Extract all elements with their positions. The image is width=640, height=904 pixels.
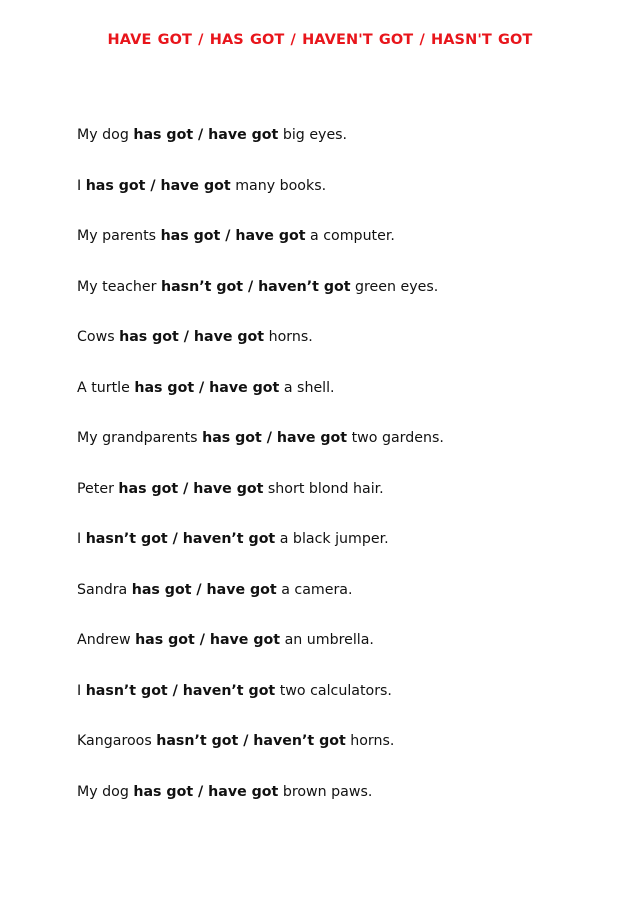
sentence-before: A turtle — [77, 379, 135, 396]
sentence-before: I — [77, 531, 86, 547]
answer-choice: has got / have got — [160, 228, 306, 244]
sentence-after: many books. — [230, 177, 327, 194]
sentence-list — [77, 124, 444, 831]
sentence-item — [77, 781, 444, 832]
sentence-after: horns. — [264, 329, 313, 345]
sentence-item — [77, 680, 444, 731]
answer-choice: hasn’t got / haven’t got — [85, 682, 276, 699]
sentence-after: two calculators. — [275, 682, 392, 699]
sentence-after: two gardens. — [347, 430, 444, 446]
answer-choice: has got / have got — [133, 783, 279, 800]
sentence-before: Sandra — [77, 581, 132, 598]
sentence-item — [77, 730, 444, 781]
answer-choice: has got / have got — [135, 632, 281, 648]
sentence-before: My dog — [77, 127, 134, 143]
answer-choice: has got / have got — [134, 379, 280, 396]
answer-choice: hasn’t got / haven’t got — [85, 531, 276, 547]
sentence-before: My grandparents — [77, 430, 203, 446]
sentence-after: big eyes. — [278, 127, 348, 143]
sentence-before: My dog — [77, 783, 134, 800]
sentence-item — [77, 276, 444, 327]
sentence-before: Andrew — [77, 632, 136, 648]
sentence-before: Peter — [77, 480, 119, 497]
sentence-item — [77, 579, 444, 630]
sentence-before: I — [77, 177, 86, 194]
answer-choice: hasn’t got / haven’t got — [161, 278, 351, 295]
sentence-after: a camera. — [276, 581, 353, 598]
worksheet-title: HAVE GOT / HAS GOT / HAVEN'T GOT / HASN'T GOT — [107, 32, 533, 48]
sentence-item — [77, 124, 444, 175]
sentence-item — [77, 427, 444, 478]
sentence-before: My teacher — [77, 278, 161, 295]
sentence-item — [77, 326, 444, 377]
sentence-after: a computer. — [305, 228, 395, 244]
sentence-after: horns. — [345, 733, 395, 749]
sentence-before: Kangaroos — [77, 733, 157, 749]
sentence-item — [77, 225, 444, 276]
sentence-before: Cows — [77, 329, 120, 345]
sentence-before: My parents — [77, 228, 161, 244]
sentence-item — [77, 629, 444, 680]
sentence-after: an umbrella. — [280, 632, 374, 648]
answer-choice: hasn’t got / haven’t got — [156, 733, 346, 749]
answer-choice: has got / have got — [118, 480, 264, 497]
answer-choice: has got / have got — [119, 329, 265, 345]
sentence-item — [77, 175, 444, 226]
sentence-before: I — [77, 682, 86, 699]
sentence-item — [77, 528, 444, 579]
sentence-item — [77, 478, 444, 529]
sentence-after: green eyes. — [350, 278, 439, 295]
sentence-after: a black jumper. — [275, 531, 389, 547]
sentence-after: brown paws. — [278, 783, 373, 800]
answer-choice: has got / have got — [85, 177, 231, 194]
sentence-item — [77, 377, 444, 428]
sentence-after: a shell. — [279, 379, 335, 396]
answer-choice: has got / have got — [131, 581, 277, 598]
answer-choice: has got / have got — [202, 430, 348, 446]
sentence-after: short blond hair. — [263, 480, 384, 497]
answer-choice: has got / have got — [133, 127, 279, 143]
